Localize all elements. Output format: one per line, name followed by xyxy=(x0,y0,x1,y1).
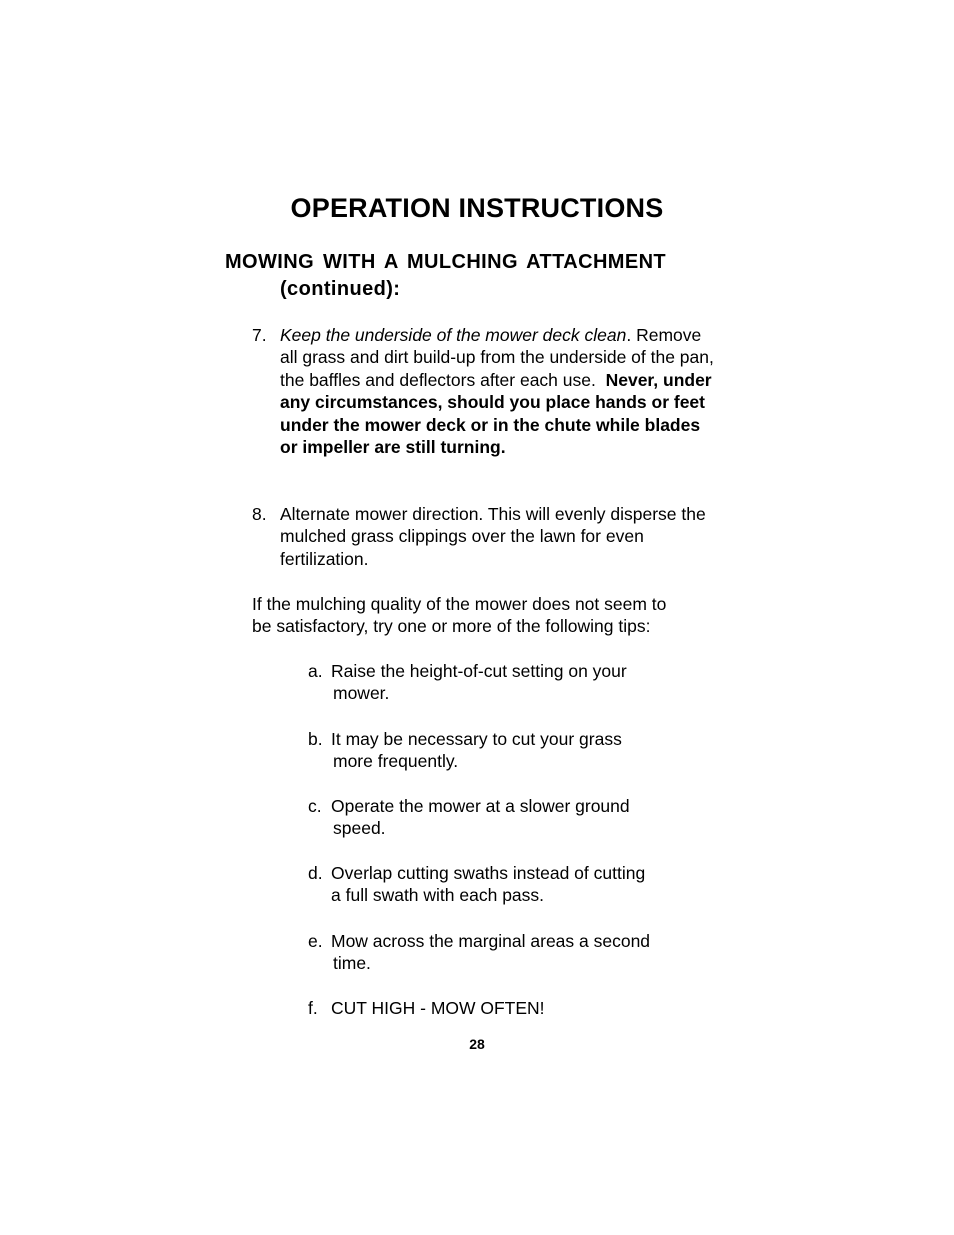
section-heading-continued: (continued): xyxy=(280,278,401,300)
instruction-item-7 xyxy=(252,324,722,458)
tip-item-c xyxy=(308,795,688,840)
tip-letter: a. xyxy=(308,661,323,681)
tip-line-1: Operate the mower at a slower ground xyxy=(331,796,630,816)
item-number: 8. xyxy=(252,504,267,524)
tip-text xyxy=(331,728,688,773)
tip-item-d xyxy=(308,862,688,907)
tips-intro: If the mulching quality of the mower does not seem to be satisfactory, try one or more of the following tips: xyxy=(252,594,667,637)
tip-line-1: Overlap cutting swaths instead of cutting xyxy=(331,863,646,883)
tip-line-1: CUT HIGH - MOW OFTEN! xyxy=(331,998,545,1018)
tip-text xyxy=(331,660,688,705)
tip-line-2: speed. xyxy=(333,818,386,839)
section-heading-text: MOWING WITH A MULCHING ATTACHMENT xyxy=(225,251,667,273)
section-heading xyxy=(225,249,745,303)
item-warning-text: Never, under any circumstances, should you place hands or feet under the mower deck or in the chute while blades or impeller are still turning. xyxy=(280,369,712,458)
tip-item-e xyxy=(308,930,688,975)
tip-line-2: a full swath with each pass. xyxy=(331,885,545,906)
tip-line-2: more frequently. xyxy=(333,751,459,772)
tip-line-1: It may be necessary to cut your grass xyxy=(331,729,622,749)
tip-text xyxy=(331,795,688,840)
item-italic-text: Keep the underside of the mower deck clean xyxy=(280,325,627,345)
tip-item-f xyxy=(308,997,688,1019)
tip-letter: b. xyxy=(308,729,323,749)
tip-line-2: time. xyxy=(333,953,371,974)
item-plain-text: Alternate mower direction. This will evenly disperse the mulched grass clippings over the lawn for even fertilization. xyxy=(280,504,706,569)
tip-line-1: Raise the height-of-cut setting on your xyxy=(331,661,627,681)
item-number: 7. xyxy=(252,325,267,345)
instruction-item-8 xyxy=(252,503,722,570)
item-italic-period: . xyxy=(626,325,632,345)
tip-line-1: Mow across the marginal areas a second xyxy=(331,931,651,951)
page-number: 28 xyxy=(469,1036,485,1052)
tip-text xyxy=(331,862,688,907)
item-body xyxy=(280,324,722,458)
tip-item-a xyxy=(308,660,688,705)
tip-letter: e. xyxy=(308,931,323,951)
tip-text xyxy=(331,997,688,1019)
tip-item-b xyxy=(308,728,688,773)
tip-letter: d. xyxy=(308,863,323,883)
tip-text xyxy=(331,930,688,975)
tip-letter: f. xyxy=(308,998,318,1018)
page-title: OPERATION INSTRUCTIONS xyxy=(290,193,664,223)
item-plain-text: Remove all grass and dirt build-up from the underside of the pan, the baffles and deflectors after each use. xyxy=(280,325,714,390)
item-body xyxy=(280,503,722,570)
tip-line-2: mower. xyxy=(333,683,390,704)
tip-letter: c. xyxy=(308,796,322,816)
